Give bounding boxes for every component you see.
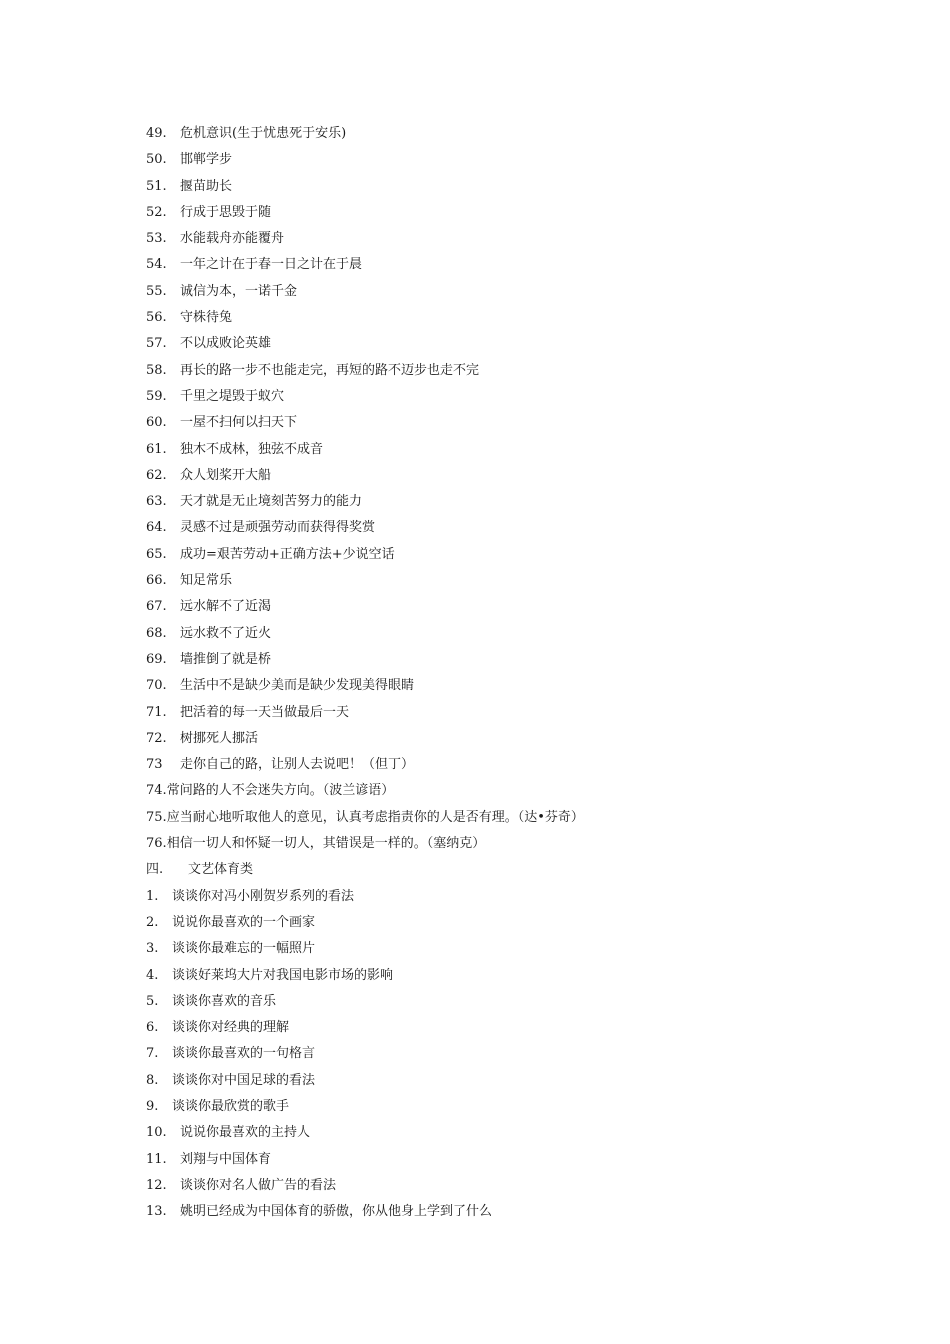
item-number: 9. bbox=[146, 1098, 159, 1114]
item-number: 75. bbox=[146, 809, 167, 825]
item-text: 应当耐心地听取他人的意见，认真考虑指责你的人是否有理。（达•芬奇） bbox=[166, 809, 584, 825]
item-number: 73 bbox=[146, 757, 163, 773]
quote-item bbox=[146, 778, 846, 804]
item-number: 67. bbox=[146, 599, 167, 615]
item-text: 走你自己的路，让别人去说吧！（但丁） bbox=[180, 757, 415, 773]
item-text: 独木不成林，独弦不成音 bbox=[180, 441, 324, 457]
item-text: 远水救不了近火 bbox=[180, 625, 272, 641]
item-number: 64. bbox=[146, 520, 167, 536]
quote-list bbox=[146, 778, 846, 857]
proverb-item bbox=[146, 384, 846, 410]
topic-item bbox=[146, 963, 846, 989]
item-text: 谈谈你最喜欢的一句格言 bbox=[172, 1046, 316, 1062]
proverb-item bbox=[146, 121, 846, 147]
proverb-item bbox=[146, 358, 846, 384]
proverb-item bbox=[146, 726, 846, 752]
item-text: 姚明已经成为中国体育的骄傲，你从他身上学到了什么 bbox=[180, 1204, 493, 1220]
item-number: 1. bbox=[146, 888, 159, 904]
item-text: 说说你最喜欢的一个画家 bbox=[172, 914, 316, 930]
item-number: 8. bbox=[146, 1072, 159, 1088]
item-text: 相信一切人和怀疑一切人，其错误是一样的。（塞纳克） bbox=[166, 836, 486, 852]
item-text: 墙推倒了就是桥 bbox=[180, 651, 272, 667]
item-text: 谈谈你最欣赏的歌手 bbox=[172, 1098, 290, 1114]
proverb-list bbox=[146, 121, 846, 778]
item-text: 行成于思毁于随 bbox=[180, 204, 272, 220]
item-number: 65. bbox=[146, 546, 167, 562]
item-text: 一屋不扫何以扫天下 bbox=[180, 415, 298, 431]
proverb-item bbox=[146, 700, 846, 726]
item-text: 说说你最喜欢的主持人 bbox=[180, 1125, 311, 1141]
item-number: 68. bbox=[146, 625, 167, 641]
topic-item bbox=[146, 1015, 846, 1041]
item-text: 生活中不是缺少美而是缺少发现美得眼睛 bbox=[180, 678, 415, 694]
proverb-item bbox=[146, 752, 846, 778]
item-text: 成功=艰苦劳动+正确方法+少说空话 bbox=[180, 546, 395, 562]
item-number: 6. bbox=[146, 1020, 159, 1036]
item-number: 71. bbox=[146, 704, 167, 720]
item-number: 58. bbox=[146, 362, 167, 378]
topic-item bbox=[146, 1041, 846, 1067]
section-heading bbox=[146, 857, 846, 883]
proverb-item bbox=[146, 463, 846, 489]
item-number: 3. bbox=[146, 941, 159, 957]
item-number: 55. bbox=[146, 283, 167, 299]
proverb-item bbox=[146, 542, 846, 568]
proverb-item bbox=[146, 331, 846, 357]
item-number: 76. bbox=[146, 836, 167, 852]
item-text: 把活着的每一天当做最后一天 bbox=[180, 704, 350, 720]
topic-item bbox=[146, 910, 846, 936]
item-text: 远水解不了近渴 bbox=[180, 599, 272, 615]
topic-item bbox=[146, 1094, 846, 1120]
proverb-item bbox=[146, 489, 846, 515]
proverb-item bbox=[146, 147, 846, 173]
proverb-item bbox=[146, 621, 846, 647]
item-text: 守株待兔 bbox=[180, 310, 233, 326]
item-number: 63. bbox=[146, 494, 167, 510]
item-number: 51. bbox=[146, 178, 167, 194]
item-text: 谈谈好莱坞大片对我国电影市场的影响 bbox=[172, 967, 394, 983]
quote-item bbox=[146, 831, 846, 857]
item-text: 千里之堤毁于蚁穴 bbox=[180, 388, 285, 404]
topic-list bbox=[146, 884, 846, 1121]
item-number: 74. bbox=[146, 783, 167, 799]
proverb-item bbox=[146, 647, 846, 673]
quote-item bbox=[146, 805, 846, 831]
proverb-item bbox=[146, 174, 846, 200]
item-text: 谈谈你对经典的理解 bbox=[172, 1020, 290, 1036]
item-number: 49. bbox=[146, 126, 167, 141]
item-text: 危机意识(生于忧患死于安乐) bbox=[180, 126, 347, 141]
item-number: 61. bbox=[146, 441, 167, 457]
proverb-item bbox=[146, 279, 846, 305]
item-number: 62. bbox=[146, 467, 167, 483]
item-text: 谈谈你对冯小刚贺岁系列的看法 bbox=[172, 888, 355, 904]
item-text: 谈谈你最难忘的一幅照片 bbox=[172, 941, 316, 957]
item-text: 树挪死人挪活 bbox=[180, 730, 259, 746]
item-text: 邯郸学步 bbox=[180, 152, 233, 168]
item-text: 灵感不过是顽强劳动而获得得奖赏 bbox=[180, 520, 376, 536]
item-number: 10. bbox=[146, 1125, 167, 1141]
proverb-item bbox=[146, 305, 846, 331]
proverb-item bbox=[146, 515, 846, 541]
proverb-item bbox=[146, 252, 846, 278]
proverb-item bbox=[146, 200, 846, 226]
item-text: 天才就是无止境刻苦努力的能力 bbox=[180, 494, 363, 510]
item-number: 69. bbox=[146, 651, 167, 667]
topic-item bbox=[146, 1120, 846, 1146]
item-text: 知足常乐 bbox=[180, 573, 233, 589]
item-number: 57. bbox=[146, 336, 167, 352]
item-number: 59. bbox=[146, 388, 167, 404]
item-number: 50. bbox=[146, 152, 167, 168]
item-text: 众人划桨开大船 bbox=[180, 467, 272, 483]
item-number: 54. bbox=[146, 257, 167, 273]
item-number: 7. bbox=[146, 1046, 159, 1062]
item-text: 水能载舟亦能覆舟 bbox=[180, 231, 285, 247]
item-number: 60. bbox=[146, 415, 167, 431]
topic-item bbox=[146, 989, 846, 1015]
proverb-item bbox=[146, 437, 846, 463]
topic-item bbox=[146, 1147, 846, 1173]
proverb-item bbox=[146, 568, 846, 594]
item-text: 诚信为本，一诺千金 bbox=[180, 283, 298, 299]
topic-item bbox=[146, 1173, 846, 1199]
topic-item bbox=[146, 936, 846, 962]
topic-list-continued bbox=[146, 1120, 846, 1225]
item-text: 常问路的人不会迷失方向。（波兰谚语） bbox=[166, 783, 395, 799]
item-number: 72. bbox=[146, 730, 167, 746]
topic-item bbox=[146, 884, 846, 910]
item-number: 11. bbox=[146, 1151, 167, 1167]
item-number: 56. bbox=[146, 310, 167, 326]
proverb-item bbox=[146, 226, 846, 252]
item-number: 66. bbox=[146, 573, 167, 589]
section-number: 四. bbox=[146, 862, 164, 878]
topic-item bbox=[146, 1199, 846, 1225]
section-title: 文艺体育类 bbox=[188, 862, 254, 878]
item-number: 13. bbox=[146, 1204, 167, 1220]
item-number: 12. bbox=[146, 1177, 167, 1193]
item-number: 4. bbox=[146, 967, 159, 983]
item-number: 52. bbox=[146, 204, 167, 220]
item-number: 70. bbox=[146, 678, 167, 694]
item-text: 刘翔与中国体育 bbox=[180, 1151, 272, 1167]
item-number: 2. bbox=[146, 914, 159, 930]
item-text: 谈谈你对中国足球的看法 bbox=[172, 1072, 316, 1088]
item-text: 不以成败论英雄 bbox=[180, 336, 272, 352]
item-number: 5. bbox=[146, 993, 159, 1009]
item-number: 53. bbox=[146, 231, 167, 247]
item-text: 再长的路一步不也能走完，再短的路不迈步也走不完 bbox=[180, 362, 480, 378]
item-text: 谈谈你喜欢的音乐 bbox=[172, 993, 277, 1009]
item-text: 揠苗助长 bbox=[180, 178, 233, 194]
proverb-item bbox=[146, 594, 846, 620]
content-list bbox=[146, 121, 846, 1225]
item-text: 谈谈你对名人做广告的看法 bbox=[180, 1177, 337, 1193]
proverb-item bbox=[146, 673, 846, 699]
item-text: 一年之计在于春一日之计在于晨 bbox=[180, 257, 363, 273]
proverb-item bbox=[146, 410, 846, 436]
topic-item bbox=[146, 1068, 846, 1094]
